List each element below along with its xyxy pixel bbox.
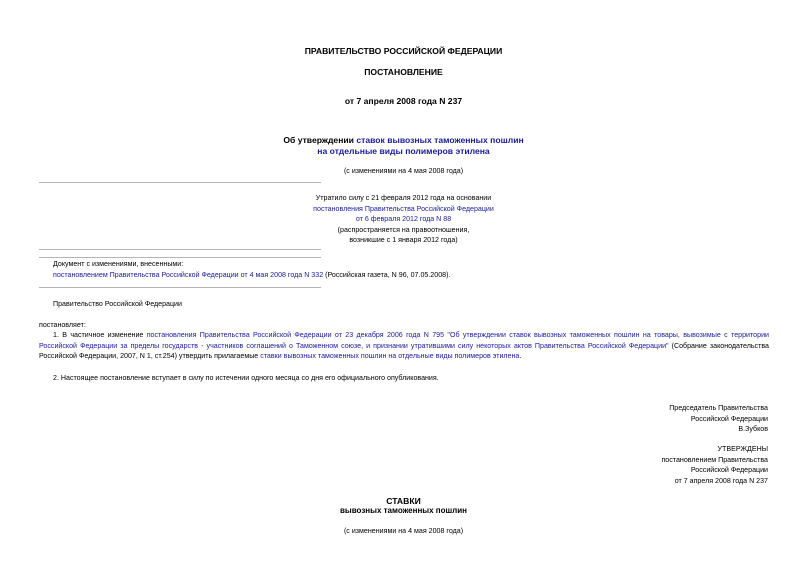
approval-line: Российской Федерации — [690, 466, 768, 475]
validity-link-resolution[interactable]: постановления Правительства Российской Федерации — [313, 204, 494, 213]
decrees-text: постановляет: — [39, 321, 86, 329]
title-plain-text: Об утверждении — [283, 135, 357, 145]
validity-block — [0, 193, 807, 246]
government-heading: ПРАВИТЕЛЬСТВО РОССИЙСКОЙ ФЕДЕРАЦИИ — [304, 46, 503, 56]
signature-position: Председатель Правительства — [669, 404, 768, 412]
p1-link-resolution-795[interactable]: постановления Правительства Российской Федерации от 23 декабря 2006 года N 795 "Об утверждении ставок вывозных таможенных пошлин на товары, вывозимые с территории Российской Федерации за пределы государств - участников соглашений о Таможенном союзе, и признании утратившими силу некоторых актов Правительства Российской Федерации" — [39, 331, 769, 350]
changes-label: Документ с изменениями, внесенными: — [53, 260, 184, 268]
approval-line: постановлением Правительства — [661, 455, 768, 464]
approval-line: УТВЕРЖДЕНЫ — [717, 445, 768, 453]
validity-note-line: (распространяется на правоотношения, — [337, 225, 470, 234]
signature-block — [669, 403, 768, 435]
approval-line: от 7 апреля 2008 года N 237 — [674, 476, 768, 485]
document-type-heading: ПОСТАНОВЛЕНИЕ — [364, 67, 443, 77]
p1-middle: (Собрание законодательства Российской Федерации, 2007, N 1, ст.254) утвердить прилагаемые — [39, 341, 769, 361]
approval-block — [661, 444, 768, 486]
paragraph-2: 2. Настоящее постановление вступает в силу по истечении одного месяца со дня его официального опубликования. — [53, 374, 439, 382]
date-number-heading: от 7 апреля 2008 года N 237 — [344, 96, 463, 106]
p1-link-rates[interactable]: ставки вывозных таможенных пошлин на отдельные виды полимеров этилена — [260, 352, 520, 361]
validity-note-line: возникшие с 1 января 2012 года) — [349, 236, 458, 245]
title-link-rates[interactable]: ставок вывозных таможенных пошлин — [356, 135, 524, 145]
changes-link[interactable]: постановлением Правительства Российской Федерации от 4 мая 2008 года N 332 — [53, 271, 324, 279]
annex-note: (с изменениями на 4 мая 2008 года) — [343, 527, 464, 535]
issuer-text: Правительство Российской Федерации — [53, 300, 182, 308]
validity-line: Утратило силу с 21 февраля 2012 года на основании — [315, 194, 492, 202]
p1-start: 1. В частичное изменение — [53, 331, 147, 339]
signature-position: Российской Федерации — [690, 414, 768, 423]
annex-subtitle: вывозных таможенных пошлин — [339, 506, 468, 515]
changes-line — [53, 270, 450, 281]
annex-title: СТАВКИ — [386, 496, 421, 506]
divider — [39, 257, 321, 258]
document-title — [0, 135, 807, 157]
amendments-note: (с изменениями на 4 мая 2008 года) — [343, 167, 464, 175]
divider — [39, 249, 321, 250]
divider — [39, 182, 321, 183]
divider — [39, 287, 321, 288]
signature-name: В.Зубков — [738, 425, 768, 434]
changes-source: (Российская газета, N 96, 07.05.2008). — [323, 271, 451, 279]
validity-link-date[interactable]: от 6 февраля 2012 года N 88 — [355, 215, 452, 224]
paragraph-1 — [39, 330, 769, 362]
p1-end: . — [519, 352, 522, 361]
title-link-polymers[interactable]: на отдельные виды полимеров этилена — [317, 146, 490, 156]
